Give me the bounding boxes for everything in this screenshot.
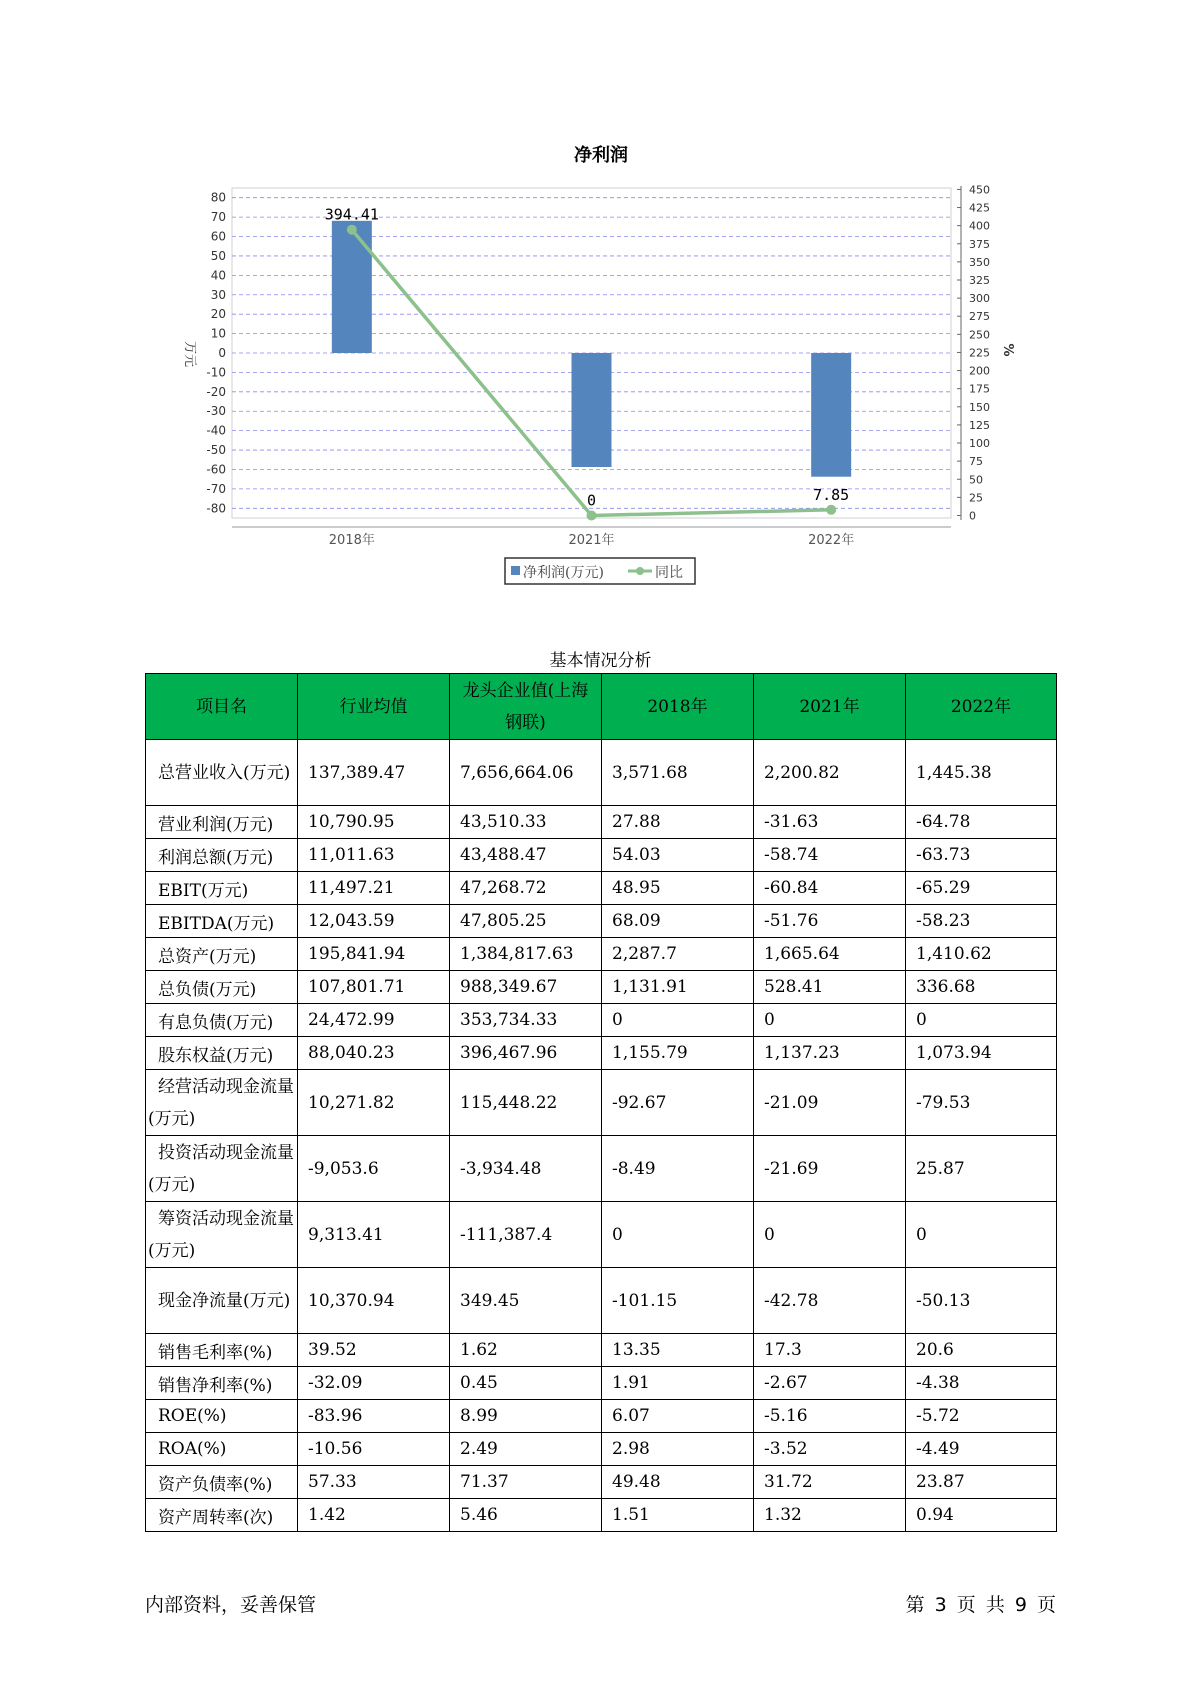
y2-tick-label: 425 [969, 201, 990, 215]
table-row [146, 938, 1057, 971]
y2-tick-label: 175 [969, 382, 990, 396]
row-label: 销售净利率(%) [146, 1367, 298, 1400]
yoy-point [826, 505, 836, 515]
table-row [146, 1136, 1057, 1202]
row-label: 利润总额(万元) [146, 839, 298, 872]
row-label: 现金净流量(万元) [146, 1268, 298, 1334]
y2-tick-label: 25 [969, 491, 983, 505]
table-cell: -8.49 [602, 1136, 754, 1202]
y2-tick-label: 125 [969, 418, 990, 432]
table-cell: -9,053.6 [298, 1136, 450, 1202]
table-cell: 0 [754, 1202, 906, 1268]
analysis-table [145, 673, 1057, 1532]
table-cell: 23.87 [906, 1466, 1057, 1499]
y-tick-label: 0 [218, 346, 226, 360]
y2-tick-label: 0 [969, 509, 976, 523]
row-label: 筹资活动现金流量(万元) [146, 1202, 298, 1268]
table-cell: 1,384,817.63 [450, 938, 602, 971]
y-tick-label: 30 [210, 287, 226, 302]
table-cell: 1.91 [602, 1367, 754, 1400]
table-cell: 10,790.95 [298, 806, 450, 839]
y2-tick-label: 275 [969, 310, 990, 324]
table-header-row [146, 674, 1057, 740]
table-cell: -60.84 [754, 872, 906, 905]
y-tick-label: -40 [206, 423, 226, 438]
y-tick-label: 40 [210, 268, 226, 283]
table-cell: -50.13 [906, 1268, 1057, 1334]
table-cell: 8.99 [450, 1400, 602, 1433]
bar [332, 221, 372, 353]
row-label: 投资活动现金流量(万元) [146, 1136, 298, 1202]
table-cell: 11,011.63 [298, 839, 450, 872]
table-cell: 2,287.7 [602, 938, 754, 971]
y2-tick-label: 150 [969, 400, 990, 414]
table-row [146, 1367, 1057, 1400]
y2-axis-label: % [1000, 343, 1015, 357]
table-cell: 27.88 [602, 806, 754, 839]
y-tick-label: -60 [206, 462, 226, 477]
table-row [146, 740, 1057, 806]
table-cell: 1,410.62 [906, 938, 1057, 971]
y-tick-label: -50 [206, 443, 226, 458]
bar-series [332, 221, 851, 477]
table-cell: 25.87 [906, 1136, 1057, 1202]
footer-confidential-note: 内部资料，妥善保管 [145, 1594, 317, 1616]
y-tick-label: 20 [210, 307, 226, 322]
yoy-data-label: 394.41 [324, 205, 379, 224]
y-tick-label: -20 [206, 384, 226, 399]
table-row [146, 1037, 1057, 1070]
table-cell: 0.94 [906, 1499, 1057, 1532]
table-cell: -65.29 [906, 872, 1057, 905]
legend-bar-swatch [511, 566, 520, 575]
legend-bar-label: 净利润(万元) [523, 565, 604, 581]
table-row [146, 1004, 1057, 1037]
table-cell: -58.23 [906, 905, 1057, 938]
table-cell: 43,510.33 [450, 806, 602, 839]
table-row [146, 1433, 1057, 1466]
bar [572, 353, 612, 467]
table-cell: 528.41 [754, 971, 906, 1004]
net-profit-chart [0, 0, 1191, 600]
table-cell: 353,734.33 [450, 1004, 602, 1037]
footer-page-number: 第 3 页 共 9 页 [905, 1594, 1056, 1616]
table-row [146, 1334, 1057, 1367]
y-tick-label: 50 [210, 248, 226, 263]
header-cell: 2018年 [602, 674, 754, 740]
table-cell: 9,313.41 [298, 1202, 450, 1268]
legend-line-label: 同比 [655, 565, 683, 581]
bar [811, 353, 851, 477]
row-label: 经营活动现金流量(万元) [146, 1070, 298, 1136]
x-tick-label: 2018年 [328, 533, 375, 548]
table-row [146, 806, 1057, 839]
chart-title: 净利润 [574, 145, 628, 166]
table-row [146, 1268, 1057, 1334]
table-cell: 0 [602, 1004, 754, 1037]
table-row [146, 905, 1057, 938]
table-cell: 107,801.71 [298, 971, 450, 1004]
table-cell: -79.53 [906, 1070, 1057, 1136]
table-cell: 48.95 [602, 872, 754, 905]
y2-tick-label: 450 [969, 183, 990, 197]
y2-tick-label: 300 [969, 292, 990, 306]
y-tick-label: -10 [206, 365, 226, 380]
table-cell: -5.16 [754, 1400, 906, 1433]
table-cell: 1,665.64 [754, 938, 906, 971]
table-row [146, 839, 1057, 872]
table-cell: 396,467.96 [450, 1037, 602, 1070]
y2-tick-label: 100 [969, 437, 990, 451]
table-cell: 115,448.22 [450, 1070, 602, 1136]
table-cell: -101.15 [602, 1268, 754, 1334]
table-cell: 2.49 [450, 1433, 602, 1466]
row-label: EBIT(万元) [146, 872, 298, 905]
table-cell: 1,073.94 [906, 1037, 1057, 1070]
table-cell: 47,268.72 [450, 872, 602, 905]
table-cell: 1.32 [754, 1499, 906, 1532]
y2-tick-label: 350 [969, 255, 990, 269]
row-label: 股东权益(万元) [146, 1037, 298, 1070]
yoy-point [587, 510, 597, 520]
row-label: 总营业收入(万元) [146, 740, 298, 806]
y2-tick-label: 325 [969, 273, 990, 287]
row-label: ROA(%) [146, 1433, 298, 1466]
table-row [146, 971, 1057, 1004]
y-tick-label: -80 [206, 501, 226, 516]
table-cell: -92.67 [602, 1070, 754, 1136]
y-tick-label: 10 [210, 326, 226, 341]
table-cell: 1,137.23 [754, 1037, 906, 1070]
row-label: ROE(%) [146, 1400, 298, 1433]
table-row [146, 1070, 1057, 1136]
y2-tick-label: 75 [969, 455, 983, 469]
table-cell: 0 [906, 1202, 1057, 1268]
table-cell: -10.56 [298, 1433, 450, 1466]
table-cell: 2.98 [602, 1433, 754, 1466]
right-axis [957, 183, 990, 522]
table-cell: 39.52 [298, 1334, 450, 1367]
table-cell: -5.72 [906, 1400, 1057, 1433]
table-cell: 43,488.47 [450, 839, 602, 872]
table-cell: 10,271.82 [298, 1070, 450, 1136]
row-label: EBITDA(万元) [146, 905, 298, 938]
table-cell: 12,043.59 [298, 905, 450, 938]
table-cell: 988,349.67 [450, 971, 602, 1004]
table-cell: 0 [602, 1202, 754, 1268]
table-row [146, 1499, 1057, 1532]
table-cell: 0 [754, 1004, 906, 1037]
table-cell: -32.09 [298, 1367, 450, 1400]
table-cell: 11,497.21 [298, 872, 450, 905]
table-cell: 137,389.47 [298, 740, 450, 806]
table-title: 基本情况分析 [549, 651, 652, 671]
row-label: 销售毛利率(%) [146, 1334, 298, 1367]
table-cell: 10,370.94 [298, 1268, 450, 1334]
header-cell: 项目名 [146, 674, 298, 740]
table-cell: 31.72 [754, 1466, 906, 1499]
header-cell: 2022年 [906, 674, 1057, 740]
table-cell: 195,841.94 [298, 938, 450, 971]
table-cell: -4.49 [906, 1433, 1057, 1466]
header-cell: 行业均值 [298, 674, 450, 740]
table-cell: -21.69 [754, 1136, 906, 1202]
table-cell: 71.37 [450, 1466, 602, 1499]
table-cell: 1.62 [450, 1334, 602, 1367]
table-cell: -4.38 [906, 1367, 1057, 1400]
table-row [146, 1202, 1057, 1268]
left-axis [206, 191, 226, 516]
table-row [146, 1466, 1057, 1499]
x-axis-labels [329, 532, 854, 548]
table-cell: -63.73 [906, 839, 1057, 872]
table-cell: 5.46 [450, 1499, 602, 1532]
y2-tick-label: 225 [969, 346, 990, 360]
table-cell: 1,131.91 [602, 971, 754, 1004]
table-cell: 336.68 [906, 971, 1057, 1004]
table-cell: 1,445.38 [906, 740, 1057, 806]
yoy-point [347, 225, 357, 235]
table-cell: 2,200.82 [754, 740, 906, 806]
y-tick-label: 70 [210, 210, 226, 225]
table-cell: 1,155.79 [602, 1037, 754, 1070]
y-tick-label: -30 [206, 404, 226, 419]
table-cell: 13.35 [602, 1334, 754, 1367]
table-cell: 49.48 [602, 1466, 754, 1499]
y2-tick-label: 50 [969, 473, 983, 487]
y-tick-label: -70 [206, 481, 226, 496]
table-cell: 68.09 [602, 905, 754, 938]
y2-tick-label: 375 [969, 237, 990, 251]
yoy-data-label: 0 [586, 491, 597, 510]
table-cell: -51.76 [754, 905, 906, 938]
table-cell: 0.45 [450, 1367, 602, 1400]
table-cell: 17.3 [754, 1334, 906, 1367]
table-cell: -58.74 [754, 839, 906, 872]
table-cell: -21.09 [754, 1070, 906, 1136]
table-cell: -3.52 [754, 1433, 906, 1466]
table-cell: 24,472.99 [298, 1004, 450, 1037]
row-label: 资产负债率(%) [146, 1466, 298, 1499]
row-label: 总资产(万元) [146, 938, 298, 971]
y2-tick-label: 400 [969, 219, 990, 233]
table-row [146, 1400, 1057, 1433]
table-cell: 1.42 [298, 1499, 450, 1532]
x-tick-label: 2022年 [808, 533, 855, 548]
y2-tick-label: 250 [969, 328, 990, 342]
legend [505, 558, 695, 584]
y-axis-label: 万元 [182, 340, 197, 368]
y-tick-label: 80 [210, 190, 226, 205]
table-cell: -3,934.48 [450, 1136, 602, 1202]
header-cell: 龙头企业值(上海钢联) [450, 674, 602, 740]
table-cell: 57.33 [298, 1466, 450, 1499]
table-cell: -83.96 [298, 1400, 450, 1433]
header-cell: 2021年 [754, 674, 906, 740]
table-cell: -42.78 [754, 1268, 906, 1334]
table-cell: 1.51 [602, 1499, 754, 1532]
y-tick-label: 60 [210, 229, 226, 244]
table-row [146, 872, 1057, 905]
table-cell: 7,656,664.06 [450, 740, 602, 806]
table-cell: 88,040.23 [298, 1037, 450, 1070]
table-cell: 3,571.68 [602, 740, 754, 806]
row-label: 总负债(万元) [146, 971, 298, 1004]
table-cell: 47,805.25 [450, 905, 602, 938]
table-cell: 349.45 [450, 1268, 602, 1334]
table-cell: 54.03 [602, 839, 754, 872]
yoy-data-label: 7.85 [813, 485, 850, 504]
legend-line-marker [636, 567, 644, 575]
row-label: 资产周转率(次) [146, 1499, 298, 1532]
table-cell: 0 [906, 1004, 1057, 1037]
table-cell: 6.07 [602, 1400, 754, 1433]
table-cell: -111,387.4 [450, 1202, 602, 1268]
table-cell: -31.63 [754, 806, 906, 839]
row-label: 有息负债(万元) [146, 1004, 298, 1037]
table-cell: -64.78 [906, 806, 1057, 839]
x-tick-label: 2021年 [568, 533, 615, 548]
y2-tick-label: 200 [969, 364, 990, 378]
row-label: 营业利润(万元) [146, 806, 298, 839]
table-cell: -2.67 [754, 1367, 906, 1400]
table-cell: 20.6 [906, 1334, 1057, 1367]
